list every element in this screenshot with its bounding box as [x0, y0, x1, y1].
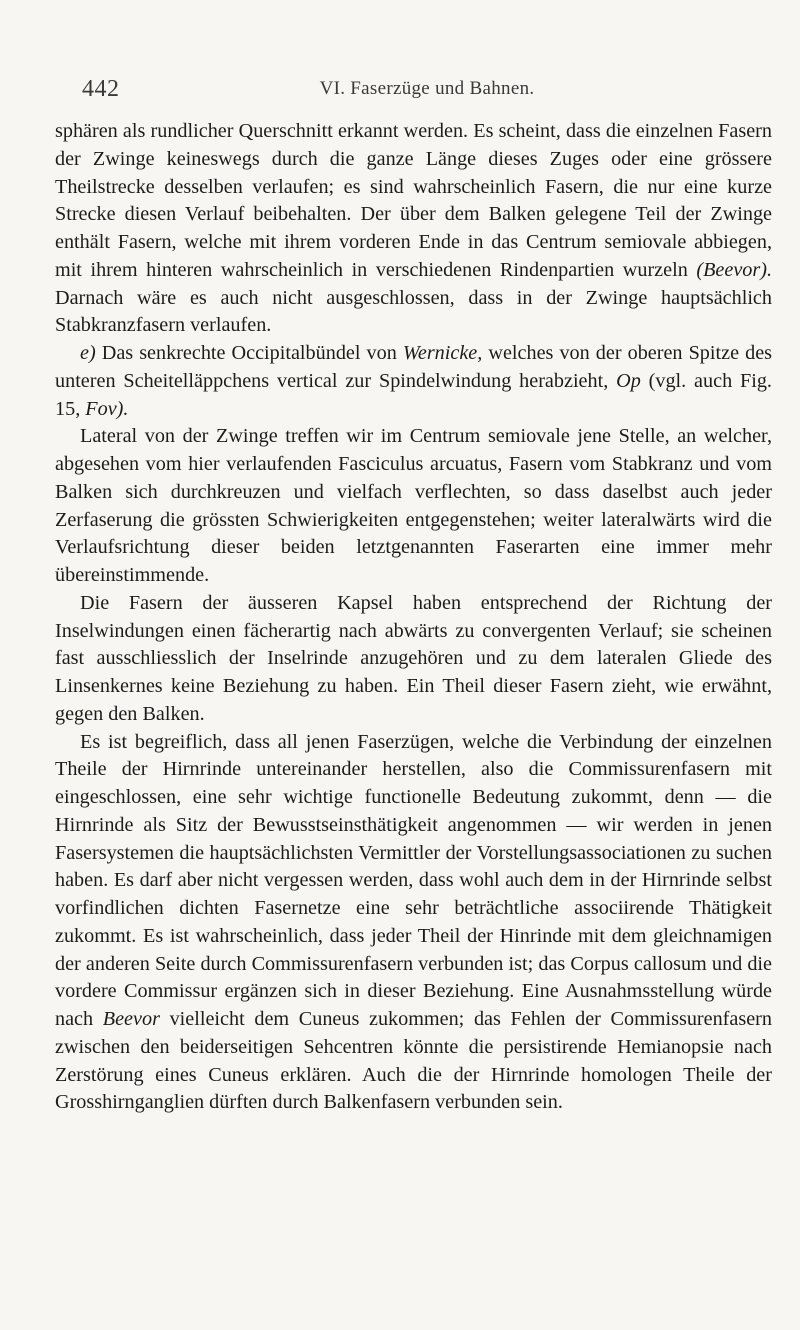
citation-beevor-2: Beevor: [102, 1008, 160, 1030]
paragraph-2-text-3: (vgl. auch Fig. 15,: [55, 369, 772, 420]
citation-wernicke: Wernicke,: [402, 342, 483, 364]
paragraph-3-text: Lateral von der Zwinge treffen wir im Centrum semiovale jene Stelle, an welcher, abgesehen vom hier verlaufenden Fasciculus arcuatus, Fasern vom Stabkranz und vom Balken sich durchkreuzen und vielfach verflechten, so dass daselbst auch jeder Zerfaserung die grössten Schwierigkeiten entgegenstehen; weiter lateralwärts wird die Verlaufsrichtung dieser beiden letztgenannten Faserarten eine immer mehr übereinstimmende.: [55, 425, 772, 586]
label-op: Op: [616, 369, 641, 392]
paragraph-5-text-2: vielleicht dem Cuneus zukommen; das Fehlen der Commissurenfasern zwischen den beiderseitigen Sehcentren könnte die persistirende Hemianopsie nach Zerstörung eines Cuneus erklären. Auch die der Hirnrinde homologen Theile der Grosshirnganglien dürften durch Balkenfasern verbunden sein.: [55, 1008, 773, 1114]
citation-beevor: (Beevor).: [696, 258, 773, 281]
paragraph-2-text-2: welches von der oberen Spitze des unteren Scheitelläppchens vertical zur Spindelwindung herabzieht,: [55, 342, 773, 392]
paragraph-2: [55, 340, 772, 423]
page-header: [82, 76, 772, 106]
paragraph-4: [55, 590, 772, 729]
paragraph-1-text: sphären als rundlicher Querschnitt erkannt werden. Es scheint, dass die einzelnen Fasern der Zwinge keineswegs durch die ganze Länge dieses Zuges oder eine grössere Theilstrecke desselben verlaufen; es sind wahrscheinlich Fasern, die nur eine kurze Strecke diesen Verlauf beibehalten. Der über dem Balken gelegene Teil der Zwinge enthält Fasern, welche mit ihrem vorderen Ende in das Centrum semiovale abbiegen, mit ihrem hinteren wahrscheinlich in verschiedenen Rindenpartien wurzeln: [55, 120, 772, 281]
paragraph-5: [55, 729, 772, 1118]
paragraph-1: [55, 118, 772, 340]
paragraph-1-text-2: Darnach wäre es auch nicht ausgeschlossen, dass in der Zwinge hauptsächlich Stabkranzfasern verlaufen.: [55, 286, 772, 337]
body-text: [55, 118, 772, 1117]
paragraph-2-text: Das senkrechte Occipitalbündel von: [95, 342, 403, 364]
paragraph-3: [55, 423, 772, 590]
label-fov: Fov).: [85, 397, 129, 420]
paragraph-4-text: Die Fasern der äusseren Kapsel haben entsprechend der Richtung der Inselwindungen einen fächerartig nach abwärts zu convergenten Verlauf; sie scheinen fast ausschliesslich der Inselrinde anzugehören und zu dem lateralen Gliede des Linsenkernes keine Beziehung zu haben. Ein Theil dieser Fasern zieht, wie erwähnt, gegen den Balken.: [55, 591, 772, 725]
page-number: 442: [82, 76, 120, 102]
paragraph-5-text: Es ist begreiflich, dass all jenen Faserzügen, welche die Verbindung der einzelnen Theile der Hirnrinde untereinander herstellen, also die Commissurenfasern mit eingeschlossen, eine sehr wichtige functionelle Bedeutung zukommt, denn — die Hirnrinde als Sitz der Bewusstseinsthätigkeit angenommen — wir werden in jenen Fasersystemen die hauptsächlichsten Vermittler der Vorstellungsassociationen zu suchen haben. Es darf aber nicht vergessen werden, dass wohl auch dem in der Hirnrinde selbst vorfindlichen dichten Fasernetze eine sehr beträchtliche associirende Thätigkeit zukommt. Es ist wahrscheinlich, dass jeder Theil der Hinrinde mit dem gleichnamigen der anderen Seite durch Commissurenfasern verbunden ist; das Corpus callosum und die vordere Commissur ergänzen sich in dieser Beziehung. Eine Ausnahmsstellung würde nach: [55, 730, 772, 1030]
running-title: VI. Faserzüge und Bahnen.: [319, 78, 535, 99]
list-marker-e: e): [80, 342, 96, 364]
